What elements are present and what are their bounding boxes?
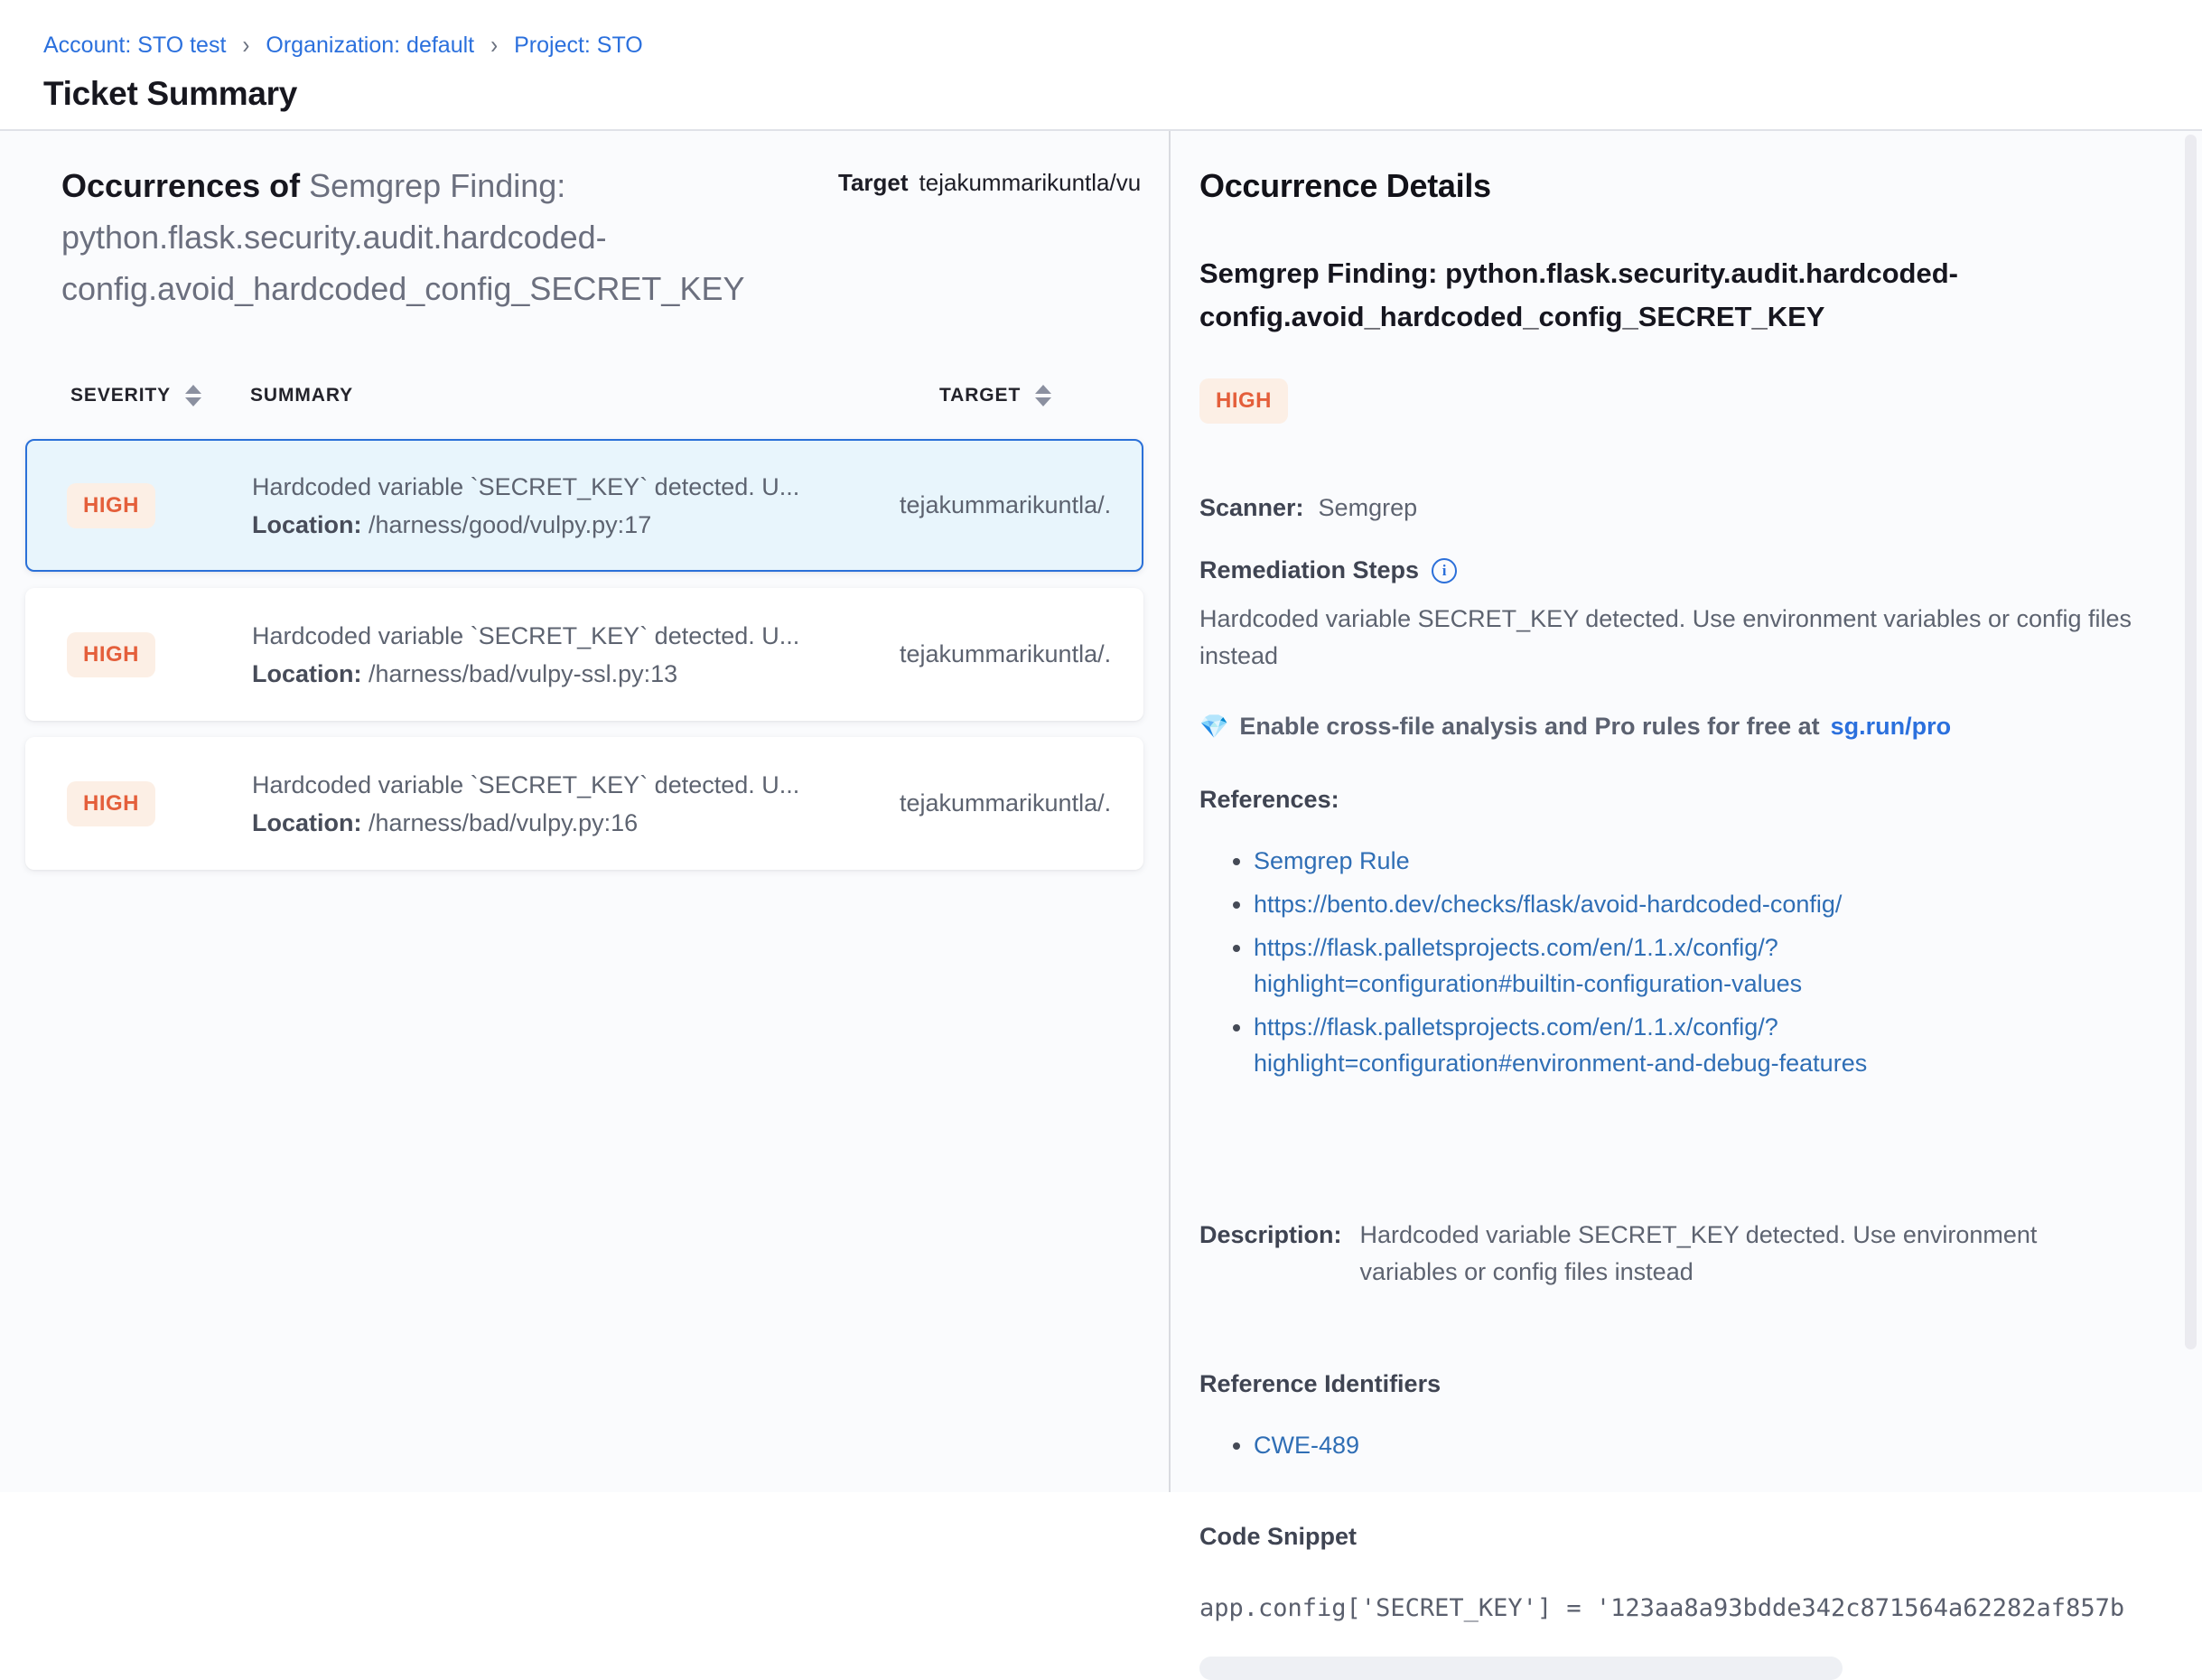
code-snippet: app.config['SECRET_KEY'] = '123aa8a93bdde342c871564a62282af857b [1199, 1594, 2125, 1622]
vertical-scrollbar[interactable] [2185, 135, 2197, 1349]
description-text: Hardcoded variable SECRET_KEY detected. Use environment variables or config files instead [1359, 1221, 2038, 1285]
scanner-label: Scanner: [1199, 494, 1304, 521]
summary-text: Hardcoded variable `SECRET_KEY` detected. U... [252, 770, 800, 798]
horizontal-scrollbar[interactable] [1199, 1657, 1843, 1680]
references-label: References: [1199, 786, 1339, 813]
column-header-target-label: TARGET [939, 385, 1022, 406]
gem-icon: 💎 [1199, 713, 1229, 740]
target-value: tejakummarikuntla/vu [919, 169, 1142, 196]
location-label: Location: [252, 808, 362, 836]
target-summary [838, 169, 1169, 197]
info-icon[interactable]: i [1432, 558, 1457, 583]
location-line [252, 506, 878, 544]
target-cell: tejakummarikuntla/. [900, 789, 1112, 817]
location-label: Location: [252, 659, 362, 687]
description-label: Description: [1199, 1221, 1342, 1248]
column-header-severity[interactable] [25, 385, 250, 406]
severity-cell [27, 781, 252, 826]
details-heading: Occurrence Details [1199, 167, 1491, 204]
list-item [1254, 843, 1913, 879]
page-title: Ticket Summary [43, 75, 297, 112]
target-label: Target [838, 169, 909, 196]
chevron-right-icon: › [490, 31, 499, 60]
column-header-severity-label: SEVERITY [70, 385, 172, 406]
table-row[interactable] [25, 737, 1143, 870]
location-label: Location: [252, 510, 362, 538]
target-cell: tejakummarikuntla/. [900, 640, 1112, 667]
table-row[interactable] [25, 588, 1143, 721]
remediation-text: Hardcoded variable SECRET_KEY detected. Use environment variables or config files instead [1199, 605, 2132, 669]
severity-badge: HIGH [1199, 378, 1288, 424]
occurrences-rows [25, 439, 1143, 870]
column-header-target[interactable] [939, 385, 1143, 406]
occurrence-details-panel [1171, 131, 2202, 1622]
severity-badge: HIGH [67, 632, 155, 677]
remediation-label: Remediation Steps [1199, 556, 1420, 583]
list-item [1254, 1427, 2166, 1463]
reference-identifiers-list [1199, 1427, 2166, 1463]
chevron-right-icon: › [242, 31, 250, 60]
location-value: /harness/good/vulpy.py:17 [361, 510, 652, 538]
column-header-summary[interactable] [250, 385, 901, 406]
reference-link[interactable]: https://bento.dev/checks/flask/avoid-hardcoded-config/ [1254, 891, 1843, 918]
severity-cell [27, 632, 252, 677]
target-cell: tejakummarikuntla/. [900, 491, 1112, 518]
table-row[interactable] [25, 439, 1143, 572]
occurrences-table-header [25, 385, 1143, 406]
summary-cell [252, 766, 900, 842]
severity-badge: HIGH [67, 483, 155, 528]
occurrences-panel [0, 131, 1171, 1492]
reference-link[interactable]: https://flask.palletsprojects.com/en/1.1.x/config/?highlight=configuration#builtin-configuration-values [1254, 934, 1803, 997]
summary-text: Hardcoded variable `SECRET_KEY` detected. U... [252, 621, 800, 649]
severity-badge: HIGH [67, 781, 155, 826]
breadcrumb-project-link[interactable]: Project: STO [514, 33, 643, 58]
sort-icon[interactable] [1035, 385, 1051, 406]
summary-cell [252, 617, 900, 693]
sort-icon[interactable] [185, 385, 201, 406]
remediation-heading [1199, 556, 2166, 584]
location-line [252, 655, 878, 693]
pro-tip-text: Enable cross-file analysis and Pro rules for free at [1239, 713, 1820, 740]
list-item [1254, 929, 1913, 1002]
location-value: /harness/bad/vulpy.py:16 [361, 808, 639, 836]
column-header-summary-label: SUMMARY [250, 385, 354, 406]
scanner-value: Semgrep [1318, 494, 1418, 521]
reference-link[interactable]: Semgrep Rule [1254, 847, 1410, 874]
breadcrumb-account-link[interactable]: Account: STO test [43, 33, 227, 58]
breadcrumb [43, 33, 2159, 59]
breadcrumb-organization-link[interactable]: Organization: default [266, 33, 475, 58]
description-row [1199, 1217, 2166, 1291]
cwe-link[interactable]: CWE-489 [1254, 1432, 1360, 1459]
finding-title: Semgrep Finding: python.flask.security.audit.hardcoded-config.avoid_hardcoded_config_SECRET_KEY [1199, 257, 1958, 332]
summary-text: Hardcoded variable `SECRET_KEY` detected. U... [252, 472, 800, 500]
pro-tip-link[interactable]: sg.run/pro [1830, 713, 1952, 740]
location-line [252, 804, 878, 842]
references-list [1199, 843, 1913, 1081]
pro-tip [1199, 713, 2166, 741]
occurrences-heading-prefix: Occurrences of [61, 167, 310, 204]
reference-link[interactable]: https://flask.palletsprojects.com/en/1.1.x/config/?highlight=configuration#environment-and-debug-features [1254, 1013, 1868, 1077]
scanner-row [1199, 494, 2166, 522]
reference-identifiers-label: Reference Identifiers [1199, 1370, 1442, 1397]
occurrences-heading [61, 160, 829, 314]
list-item [1254, 886, 1913, 922]
occurrences-heading-finding: Semgrep Finding: python.flask.security.audit.hardcoded-config.avoid_hardcoded_config_SECRET_KEY [61, 167, 745, 307]
list-item [1254, 1009, 1913, 1081]
page-header [0, 0, 2202, 131]
summary-cell [252, 468, 900, 544]
severity-cell [27, 483, 252, 528]
code-snippet-label: Code Snippet [1199, 1523, 1357, 1550]
location-value: /harness/bad/vulpy-ssl.py:13 [361, 659, 678, 687]
content-split [0, 131, 2202, 1622]
